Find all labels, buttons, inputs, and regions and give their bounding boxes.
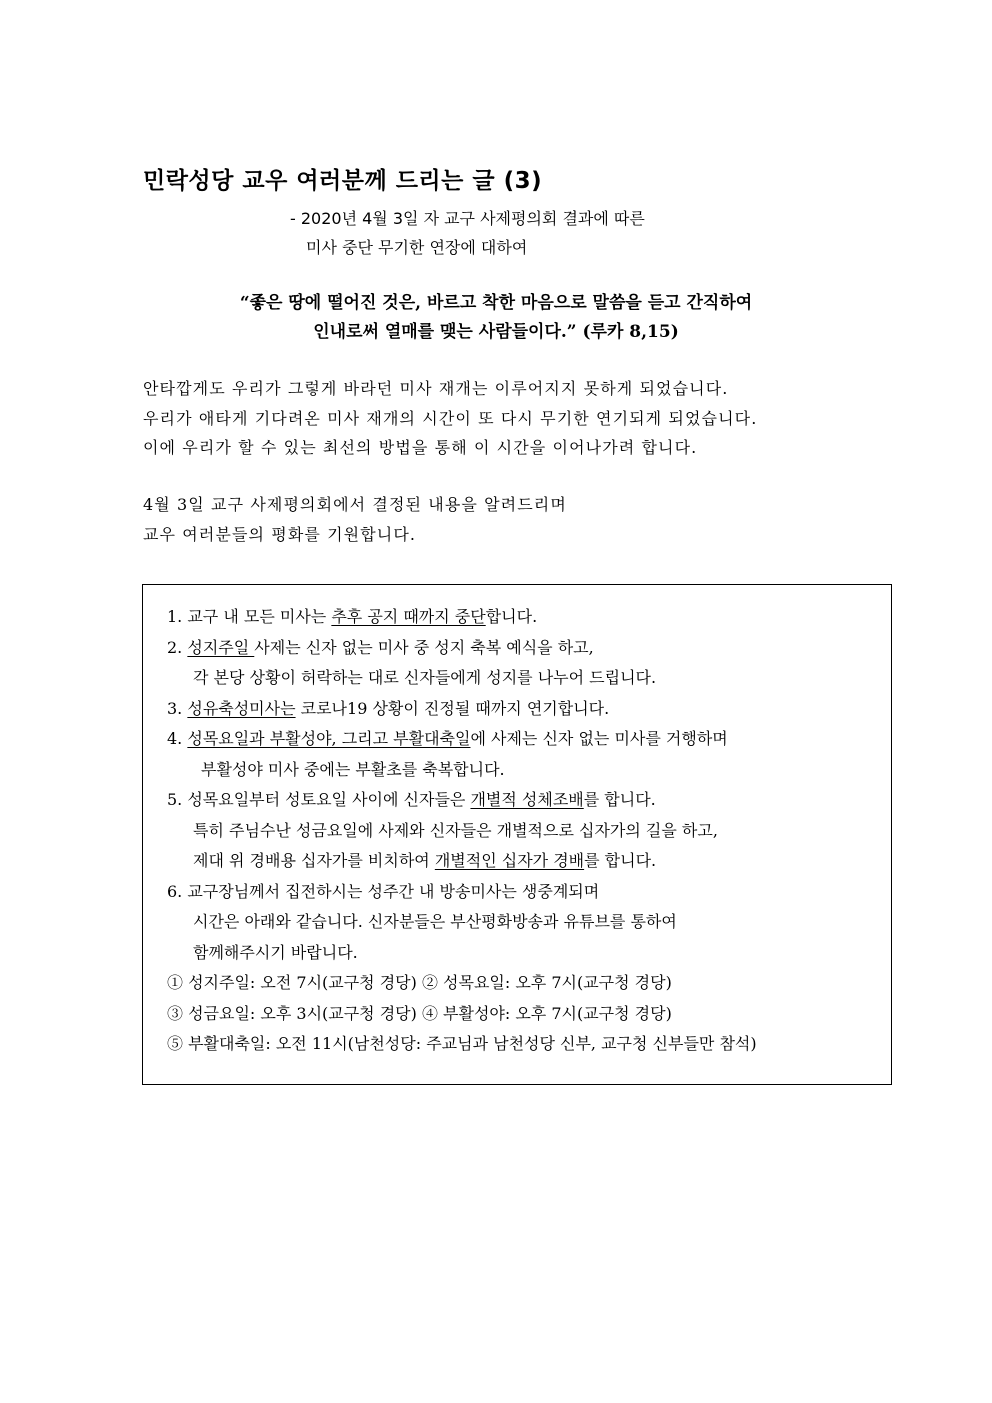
intro2-line: 교우 여러분들의 평화를 기원합니다. bbox=[143, 525, 417, 544]
notice-item-5-cont-1: 특히 주님수난 성금요일에 사제와 신자들은 개별적으로 십자가의 길을 하고, bbox=[193, 820, 718, 840]
item-underlined-text: 개별적 성체조배 bbox=[470, 790, 584, 809]
intro2-line: 4월 3일 교구 사제평의회에서 결정된 내용을 알려드리며 bbox=[143, 495, 567, 514]
notice-item-3 bbox=[167, 694, 757, 725]
item-text: 제대 위 경배용 십자가를 비치하여 bbox=[193, 851, 435, 870]
item-text: 합니다. bbox=[485, 607, 538, 626]
schedule-line-3: ⑤ 부활대축일: 오전 11시(남천성당: 주교님과 남천성당 신부, 교구청 신부들만 참석) bbox=[167, 1034, 757, 1053]
item-text: 4. bbox=[167, 729, 188, 748]
subtitle bbox=[290, 204, 645, 262]
item-text: 5. 성목요일부터 성토요일 사이에 신자들은 bbox=[167, 790, 471, 809]
item-text: 3. bbox=[167, 698, 188, 718]
item-text: 를 합니다. bbox=[583, 790, 656, 809]
quote-line-1: “좋은 땅에 떨어진 것은, 바르고 착한 마음으로 말씀을 듣고 간직하여 bbox=[239, 293, 753, 313]
intro-paragraph-2 bbox=[143, 490, 567, 550]
item-text: 를 합니다. bbox=[584, 851, 657, 870]
notice-item-5-cont-2 bbox=[167, 846, 757, 877]
notice-item-1 bbox=[167, 602, 757, 633]
intro-paragraph bbox=[143, 374, 757, 463]
item-underlined-text: 추후 공지 때까지 중단 bbox=[331, 607, 486, 626]
intro-line: 안타깝게도 우리가 그렇게 바라던 미사 재개는 이루어지지 못하게 되었습니다. bbox=[143, 379, 729, 398]
item-text: 사제는 신자 없는 미사 중 성지 축복 예식을 하고, bbox=[254, 637, 594, 657]
item-text: 에 사제는 신자 없는 미사를 거행하며 bbox=[470, 729, 728, 748]
notice-list bbox=[167, 602, 757, 1060]
intro-line: 이에 우리가 할 수 있는 최선의 방법을 통해 이 시간을 이어나가려 합니다. bbox=[143, 438, 698, 457]
notice-item-4 bbox=[167, 724, 757, 755]
page-title: 민락성당 교우 여러분께 드리는 글 (3) bbox=[143, 168, 543, 194]
item-text: 1. 교구 내 모든 미사는 bbox=[167, 607, 332, 626]
scripture-quote bbox=[0, 289, 992, 347]
notice-box bbox=[142, 584, 892, 1085]
schedule-line-1: ① 성지주일: 오전 7시(교구청 경당) ② 성목요일: 오후 7시(교구청 경당) bbox=[167, 973, 672, 992]
item-text: 2. bbox=[167, 637, 188, 657]
item-underlined-text: 성지주일 bbox=[187, 637, 255, 657]
notice-item-5 bbox=[167, 785, 757, 816]
quote-line-2: 인내로써 열매를 맺는 사람들이다.” (루카 8,15) bbox=[313, 322, 679, 342]
subtitle-line-2: 미사 중단 무기한 연장에 대하여 bbox=[306, 238, 528, 257]
intro-line: 우리가 애타게 기다려온 미사 재개의 시간이 또 다시 무기한 연기되게 되었습니다. bbox=[143, 408, 758, 428]
notice-item-6-cont-2: 함께해주시기 바랍니다. bbox=[193, 942, 358, 962]
notice-item-4-cont: 부활성야 미사 중에는 부활초를 축복합니다. bbox=[201, 759, 505, 779]
subtitle-line-1: - 2020년 4월 3일 자 교구 사제평의회 결과에 따른 bbox=[290, 209, 645, 228]
schedule-line-2: ③ 성금요일: 오후 3시(교구청 경당) ④ 부활성야: 오후 7시(교구청 경당) bbox=[167, 1003, 672, 1023]
item-underlined-text: 개별적인 십자가 경배 bbox=[434, 851, 585, 870]
item-text: 코로나19 상황이 진정될 때까지 연기합니다. bbox=[295, 698, 610, 718]
item-underlined-text: 성목요일과 부활성야, 그리고 부활대축일 bbox=[187, 729, 471, 748]
notice-item-2-cont: 각 본당 상황이 허락하는 대로 신자들에게 성지를 나누어 드립니다. bbox=[193, 668, 657, 687]
item-underlined-text: 성유축성미사는 bbox=[187, 698, 296, 718]
notice-item-2 bbox=[167, 633, 757, 664]
notice-item-6: 6. 교구장님께서 집전하시는 성주간 내 방송미사는 생중계되며 bbox=[167, 881, 600, 901]
notice-item-6-cont-1: 시간은 아래와 같습니다. 신자분들은 부산평화방송과 유튜브를 통하여 bbox=[193, 912, 677, 931]
